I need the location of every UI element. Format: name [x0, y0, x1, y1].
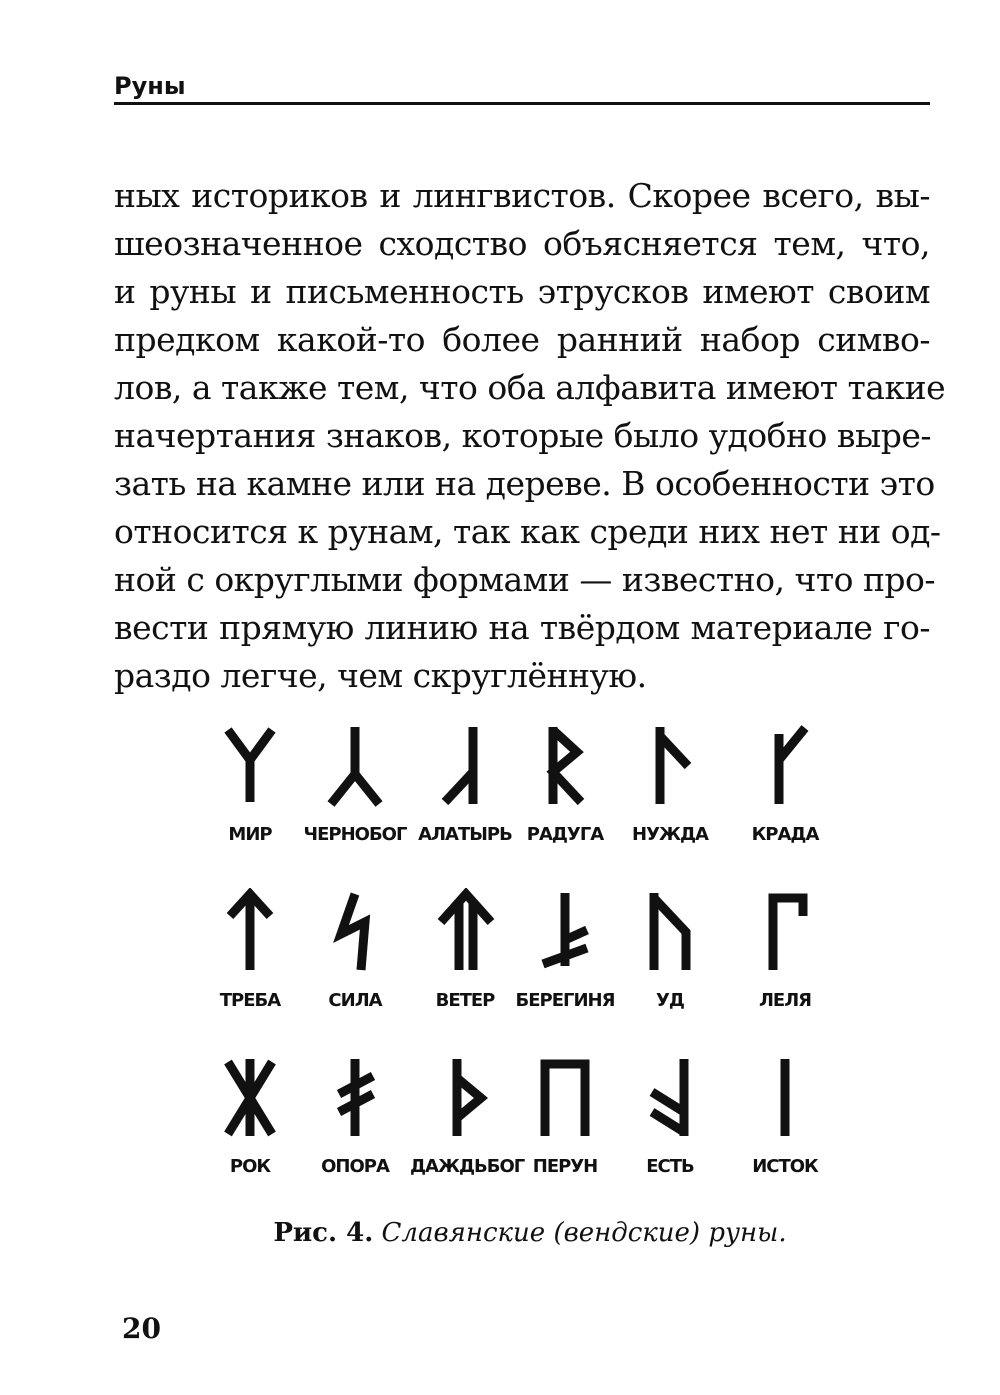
- text-line: начертания знаков, которые было удобно выре-: [114, 416, 932, 455]
- sila-rune-icon: [315, 888, 395, 978]
- rune-item: [300, 888, 410, 1011]
- figure-caption-text: Славянские (вендские) руны.: [381, 1218, 787, 1248]
- rune-row: [210, 1054, 840, 1220]
- rune-item: [730, 888, 840, 1011]
- perun-rune-icon: [525, 1054, 605, 1144]
- rune-item: [410, 888, 520, 1011]
- rune-label: РАДУГА: [526, 824, 604, 845]
- rune-item: [195, 722, 305, 845]
- text-line: лов, а также тем, что оба алфавита имеют такие: [114, 368, 946, 407]
- est-rune-icon: [630, 1054, 710, 1144]
- rune-label: ОПОРА: [321, 1156, 389, 1177]
- rune-label: ВЕТЕР: [435, 990, 495, 1011]
- rune-row: [210, 888, 840, 1054]
- rune-item: [615, 888, 725, 1011]
- figure-caption: [0, 1218, 1000, 1248]
- rune-label: УД: [656, 990, 684, 1011]
- rune-figure: [210, 722, 840, 1220]
- rune-label: МИР: [228, 824, 272, 845]
- rune-item: [510, 722, 620, 845]
- dazhdbog-rune-icon: [425, 1054, 505, 1144]
- alatyr-rune-icon: [425, 722, 505, 812]
- text-line: предком какой-то более ранний набор симво-: [114, 320, 930, 359]
- krada-rune-icon: [745, 722, 825, 812]
- rune-item: [195, 888, 305, 1011]
- bereginya-rune-icon: [525, 888, 605, 978]
- nuzhda-rune-icon: [630, 722, 710, 812]
- rune-label: ЛЕЛЯ: [758, 990, 812, 1011]
- rune-item: [300, 722, 410, 845]
- text-line: шеозначенное сходство объясняется тем, что,: [114, 224, 930, 263]
- text-line: ной с округлыми формами — известно, что про-: [114, 560, 936, 599]
- rune-label: ЕСТЬ: [646, 1156, 694, 1177]
- rune-label: ДАЖДЬБОГ: [410, 1156, 525, 1177]
- rune-label: КРАДА: [751, 824, 819, 845]
- rune-item: [410, 1054, 525, 1177]
- veter-rune-icon: [425, 888, 505, 978]
- rune-item: [510, 888, 620, 1011]
- rune-label: АЛАТЫРЬ: [418, 824, 512, 845]
- rune-label: СИЛА: [328, 990, 382, 1011]
- rune-item: [615, 722, 725, 845]
- rune-item: [410, 722, 520, 845]
- rune-label: НУЖДА: [632, 824, 708, 845]
- header-rule: [114, 102, 930, 105]
- text-line: раздо легче, чем скруглённую.: [114, 656, 647, 695]
- body-paragraph: [114, 172, 946, 700]
- rune-item: [510, 1054, 620, 1177]
- page-number: 20: [122, 1312, 161, 1345]
- treba-rune-icon: [210, 888, 290, 978]
- text-line: ных историков и лингвистов. Скорее всего, вы-: [114, 176, 930, 215]
- rune-label: ЧЕРНОБОГ: [303, 824, 407, 845]
- rune-item: [730, 1054, 840, 1177]
- rune-row: [210, 722, 840, 888]
- figure-number: Рис. 4.: [273, 1218, 374, 1248]
- opora-rune-icon: [315, 1054, 395, 1144]
- rune-item: [730, 722, 840, 845]
- text-line: относится к рунам, так как среди них нет ни од-: [114, 512, 941, 551]
- chernobog-rune-icon: [315, 722, 395, 812]
- rune-item: [300, 1054, 410, 1177]
- raduga-rune-icon: [525, 722, 605, 812]
- rune-item: [615, 1054, 725, 1177]
- running-head: Руны: [114, 72, 186, 100]
- rune-label: ИСТОК: [752, 1156, 818, 1177]
- istok-rune-icon: [745, 1054, 825, 1144]
- lelya-rune-icon: [745, 888, 825, 978]
- rok-rune-icon: [210, 1054, 290, 1144]
- mir-rune-icon: [210, 722, 290, 812]
- text-line: зать на камне или на дереве. В особенности это: [114, 464, 935, 503]
- text-line: вести прямую линию на твёрдом материале го-: [114, 608, 930, 647]
- rune-label: ТРЕБА: [219, 990, 281, 1011]
- text-line: и руны и письменность этрусков имеют своим: [114, 272, 930, 311]
- rune-item: [195, 1054, 305, 1177]
- rune-label: БЕРЕГИНЯ: [515, 990, 615, 1011]
- rune-label: ПЕРУН: [532, 1156, 598, 1177]
- ud-rune-icon: [630, 888, 710, 978]
- rune-label: РОК: [229, 1156, 271, 1177]
